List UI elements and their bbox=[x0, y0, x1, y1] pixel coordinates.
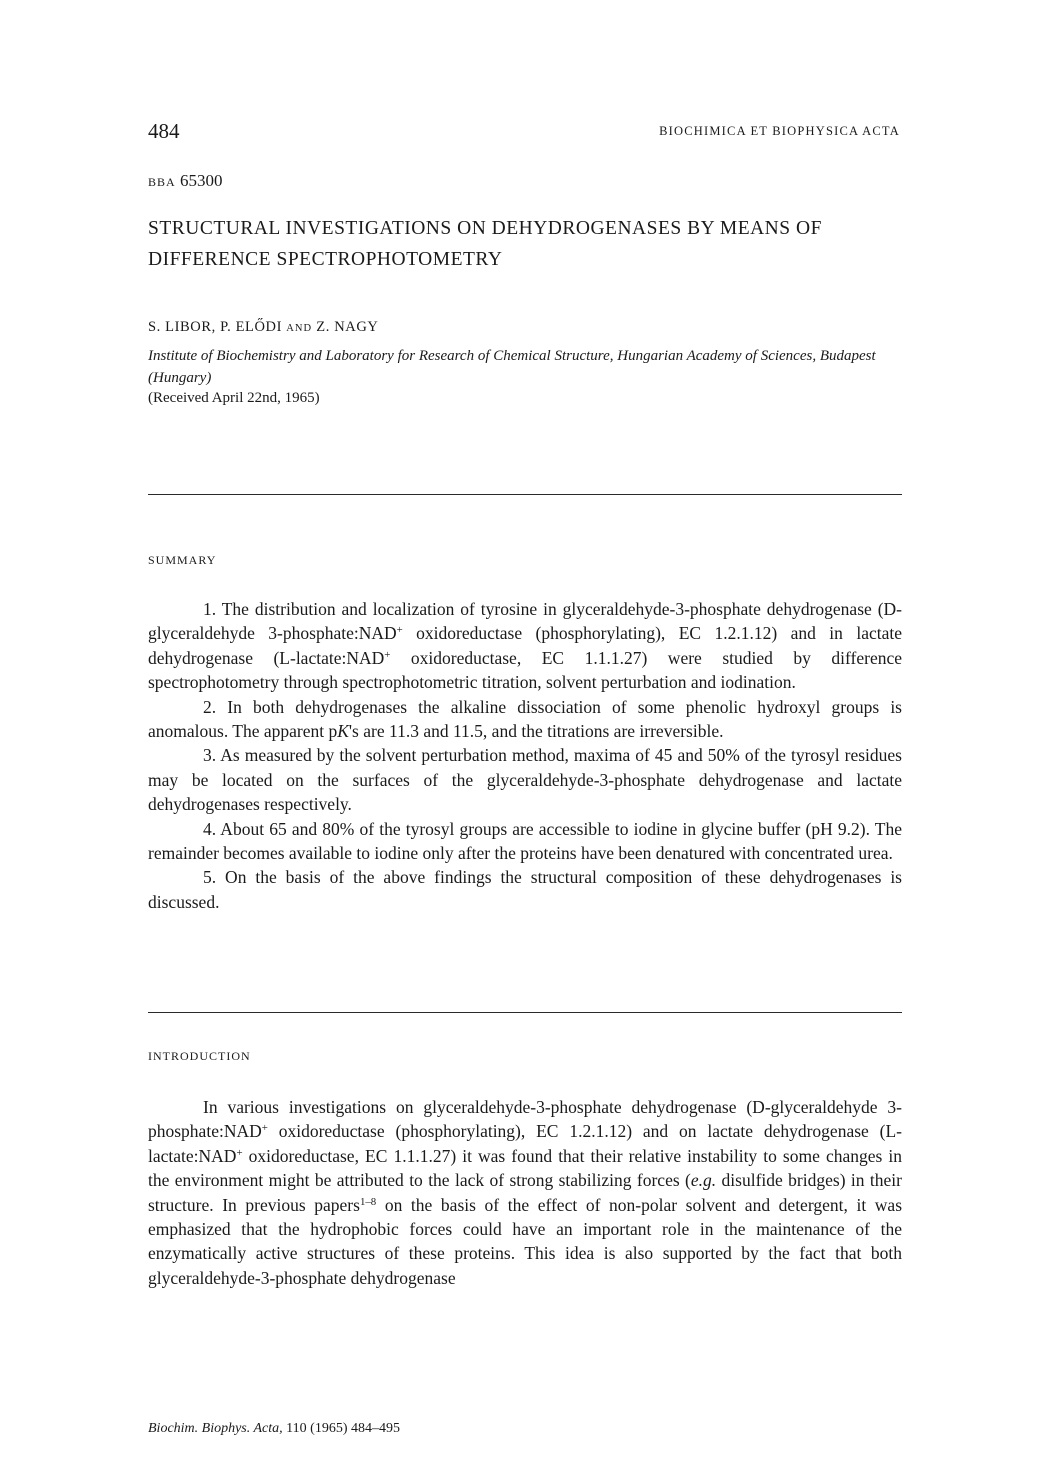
bba-number: 65300 bbox=[179, 171, 223, 190]
summary-body bbox=[148, 597, 902, 914]
authors-and: AND bbox=[286, 323, 313, 334]
introduction-paragraph: In various investigations on glyceraldehyde-3-phosphate dehydrogenase (D-glyceraldehyde 3-phosphate:NAD+ oxidoreductase (phosphorylating), EC 1.2.1.12) and on lactate dehydrogenase (L-lactate:NAD+ oxidoreductase, EC 1.1.1.27) it was found that their relative instability to some changes in the environment might be attributed to the lack of strong stabilizing forces (e.g. disulfide bridges) in their structure. In previous papers$^{1-8}$ on the basis of the effect of non-polar solvent and detergent, it was emphasized that the hydrophobic forces could have an important role in the maintenance of the enzymatically active structures of these proteins. This idea is also supported by the fact that both glyceraldehyde-3-phosphate dehydrogenase bbox=[148, 1097, 903, 1288]
authors-part2: Z. NAGY bbox=[316, 319, 379, 335]
summary-item: 3. As measured by the solvent perturbation method, maxima of 45 and 50% of the tyrosyl residues may be located on the surfaces of the glyceraldehyde-3-phosphate dehydrogenase and lactate dehydrogenases respectively. bbox=[148, 745, 902, 815]
summary-heading: SUMMARY bbox=[148, 553, 217, 567]
authors bbox=[148, 319, 378, 336]
article-title: STRUCTURAL INVESTIGATIONS ON DEHYDROGENASES BY MEANS OF DIFFERENCE SPECTROPHOTOMETRY bbox=[148, 218, 822, 270]
divider-rule bbox=[148, 494, 902, 495]
summary-item: 2. In both dehydrogenases the alkaline dissociation of some phenolic hydroxyl groups is anomalous. The apparent pK's are 11.3 and 11.5, and the titrations are irreversible. bbox=[148, 696, 902, 742]
journal-header: BIOCHIMICA ET BIOPHYSICA ACTA bbox=[659, 124, 900, 138]
summary-item: 1. The distribution and localization of tyrosine in glyceraldehyde-3-phosphate dehydrogenase (D-glyceraldehyde 3-phosphate:NAD+ oxidoreductase (phosphorylating), EC 1.2.1.12) and in lactate dehydrogenase (L-lactate:NAD+ oxidoreductase, EC 1.1.1.27) were studied by difference spectrophotometry through spectrophotometric titration, solvent perturbation and iodination. bbox=[148, 599, 902, 693]
divider-rule bbox=[148, 1012, 902, 1013]
authors-part1: S. LIBOR, P. ELŐDI bbox=[148, 319, 283, 335]
affiliation: Institute of Biochemistry and Laboratory for Research of Chemical Structure, Hungarian Academy of Sciences, Budapest (Hungary) bbox=[148, 348, 876, 386]
received-date: (Received April 22nd, 1965) bbox=[148, 390, 320, 406]
bba-prefix: BBA bbox=[148, 175, 176, 189]
page-number: 484 bbox=[148, 119, 180, 143]
summary-item: 5. On the basis of the above findings the structural composition of these dehydrogenases is discussed. bbox=[148, 867, 902, 912]
introduction-body bbox=[148, 1095, 902, 1290]
footer-citation: Biochim. Biophys. Acta, 110 (1965) 484–495 bbox=[148, 1421, 400, 1436]
reference-marker: 1–8 bbox=[359, 1195, 377, 1208]
introduction-heading: INTRODUCTION bbox=[148, 1049, 251, 1063]
summary-item: 4. About 65 and 80% of the tyrosyl groups are accessible to iodine in glycine buffer (pH 9.2). The remainder becomes available to iodine only after the proteins have been denatured with concentrated urea. bbox=[148, 818, 902, 864]
bba-code bbox=[148, 171, 222, 191]
